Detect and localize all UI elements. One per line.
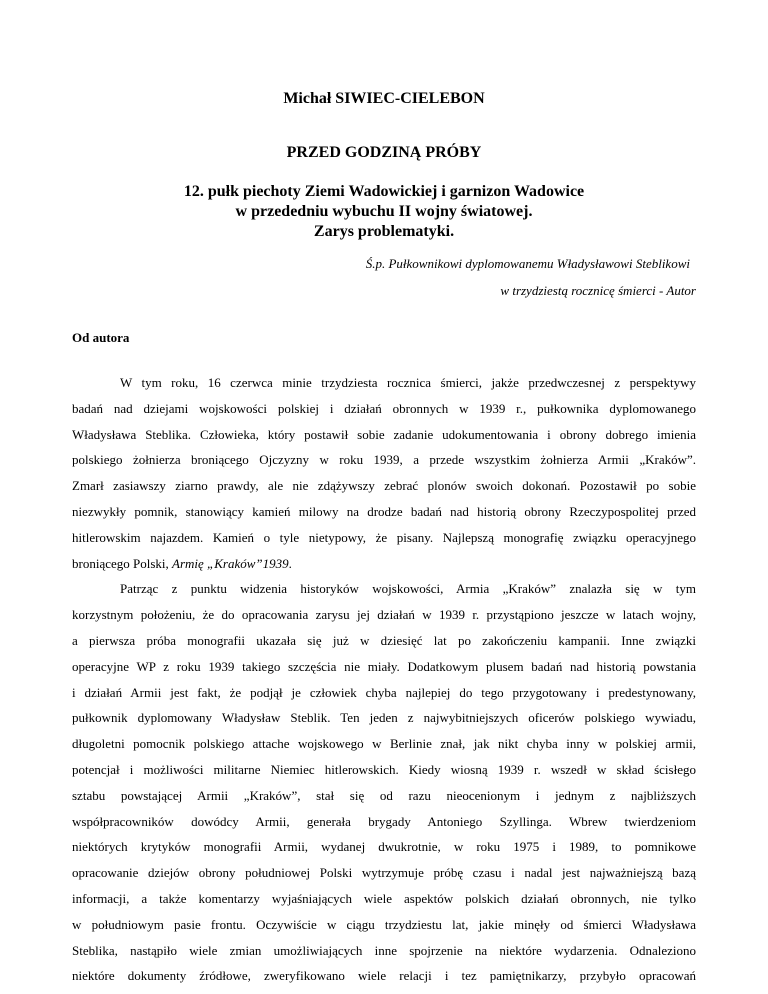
dedication-line-1: Ś.p. Pułkownikowi dyplomowanemu Władysławowi Steblikowi <box>365 256 690 271</box>
paragraph-last-line <box>72 551 696 577</box>
paragraph-line: Steblika, nastąpiło wiele zmian umożliwiających inne spojrzenie na niektóre wydarzenia. Odnaleziono <box>72 942 696 958</box>
author-name: Michał SIWIEC-CIELEBON <box>283 90 485 107</box>
paragraph-line: W tym roku, 16 czerwca minie trzydziesta rocznica śmierci, jakże przedwczesnej z perspektywy <box>120 375 696 390</box>
body-text <box>72 370 696 989</box>
paragraph-2 <box>72 576 696 989</box>
paragraph-line: niektórych krytyków monografii Armii, wydanej dwukrotnie, w roku 1975 i 1989, to pomnikowe <box>72 839 696 855</box>
title-line-4: Zarys problematyki. <box>313 223 455 240</box>
paragraph-line: Zmarł zasiawszy ziarno prawdy, ale nie zdążywszy zebrać plonów swoich dokonań. Pozostawił po sobie <box>72 478 696 494</box>
paragraph-line: Patrząc z punktu widzenia historyków wojskowości, Armia „Kraków” znalazła się w tym <box>120 581 696 597</box>
paragraph-text: broniącego Polski, <box>72 555 173 571</box>
paragraph-line: a pierwsza próba monografii ukazała się już w dziesięć lat po zakończeniu kampanii. Inne związki <box>72 632 696 648</box>
section-heading: Od autora <box>72 330 130 345</box>
title-line-1: PRZED GODZINĄ PRÓBY <box>286 144 482 161</box>
title-line-2: 12. pułk piechoty Ziemi Wadowickiej i garnizon Wadowice <box>183 183 585 200</box>
book-title: Armię „Kraków”1939 <box>172 555 289 571</box>
paragraph-line: współpracowników dowódcy Armii, generała brygady Antoniego Szyllinga. Wbrew twierdzeniom <box>72 813 696 829</box>
paragraph-line: korzystnym położeniu, że do opracowania zarysu jej działań w 1939 r. przystąpiono jeszcze w latach wojny, <box>72 607 696 623</box>
paragraph-line: sztabu powstającej Armii „Kraków”, stał się od razu nieocenionym i jednym z najbliższych <box>72 787 696 803</box>
dedication-line-2: w trzydziestą rocznicę śmierci - Autor <box>500 283 696 298</box>
document-title <box>0 143 768 242</box>
paragraph-line: opracowanie dziejów obrony południowej Polski wytrzymuje próbę czasu i nadal jest najważniejszą bazą <box>72 865 696 881</box>
paragraph-text: . <box>288 555 292 571</box>
paragraph-line: hitlerowskim najazdem. Kamień o tyle nietypowy, że pisany. Najlepszą monografię związku operacyjnego <box>72 529 696 545</box>
paragraph-line: i działań Armii jest fakt, że podjął je człowiek chyba najlepiej do tego przygotowany i predestynowany, <box>72 684 696 700</box>
paragraph-line: operacyjne WP z roku 1939 takiego szczęścia nie miały. Dodatkowym plusem badań nad historią powstania <box>72 658 696 674</box>
paragraph-line: polskiego żołnierza broniącego Ojczyzny w roku 1939, a przede wszystkim żołnierza Armii „Kraków”. <box>72 452 696 468</box>
paragraph-line: niektóre dokumenty źródłowe, zweryfikowano wiele relacji i tez pamiętnikarzy, przybyło opracowań <box>72 968 696 984</box>
paragraph-line: w południowym pasie frontu. Oczywiście w ciągu trzydziestu lat, jakie minęły od śmierci Władysława <box>72 916 696 932</box>
paragraph-line: potencjał i możliwości militarne Niemiec hitlerowskich. Kiedy wiosną 1939 r. wszedł w skład ścisłego <box>72 761 696 777</box>
paragraph-line: niezwykły pomnik, stanowiący kamień milowy na drodze badań nad historią obrony Rzeczypospolitej przed <box>72 503 696 519</box>
paragraph-line: Władysława Steblika. Człowieka, który postawił sobie zadanie udokumentowania i obrony dobrego imienia <box>72 426 696 442</box>
paragraph-line: długoletni pomocnik polskiego attache wojskowego w Berlinie znał, jak nikt chyba inny w polskiej armii, <box>72 736 696 752</box>
paragraph-line: pułkownik dyplomowany Władysław Steblik. Ten jeden z najwybitniejszych oficerów polskiego wywiadu, <box>72 710 696 726</box>
paragraph-line: badań nad dziejami wojskowości polskiej i działań obronnych w 1939 r., pułkownika dyplomowanego <box>72 400 696 416</box>
paragraph-line: informacji, a także komentarzy wyjaśniających wiele aspektów polskich działań obronnych, nie tylko <box>72 890 696 906</box>
title-line-3: w przededniu wybuchu II wojny światowej. <box>235 203 533 220</box>
paragraph-1 <box>72 370 696 576</box>
